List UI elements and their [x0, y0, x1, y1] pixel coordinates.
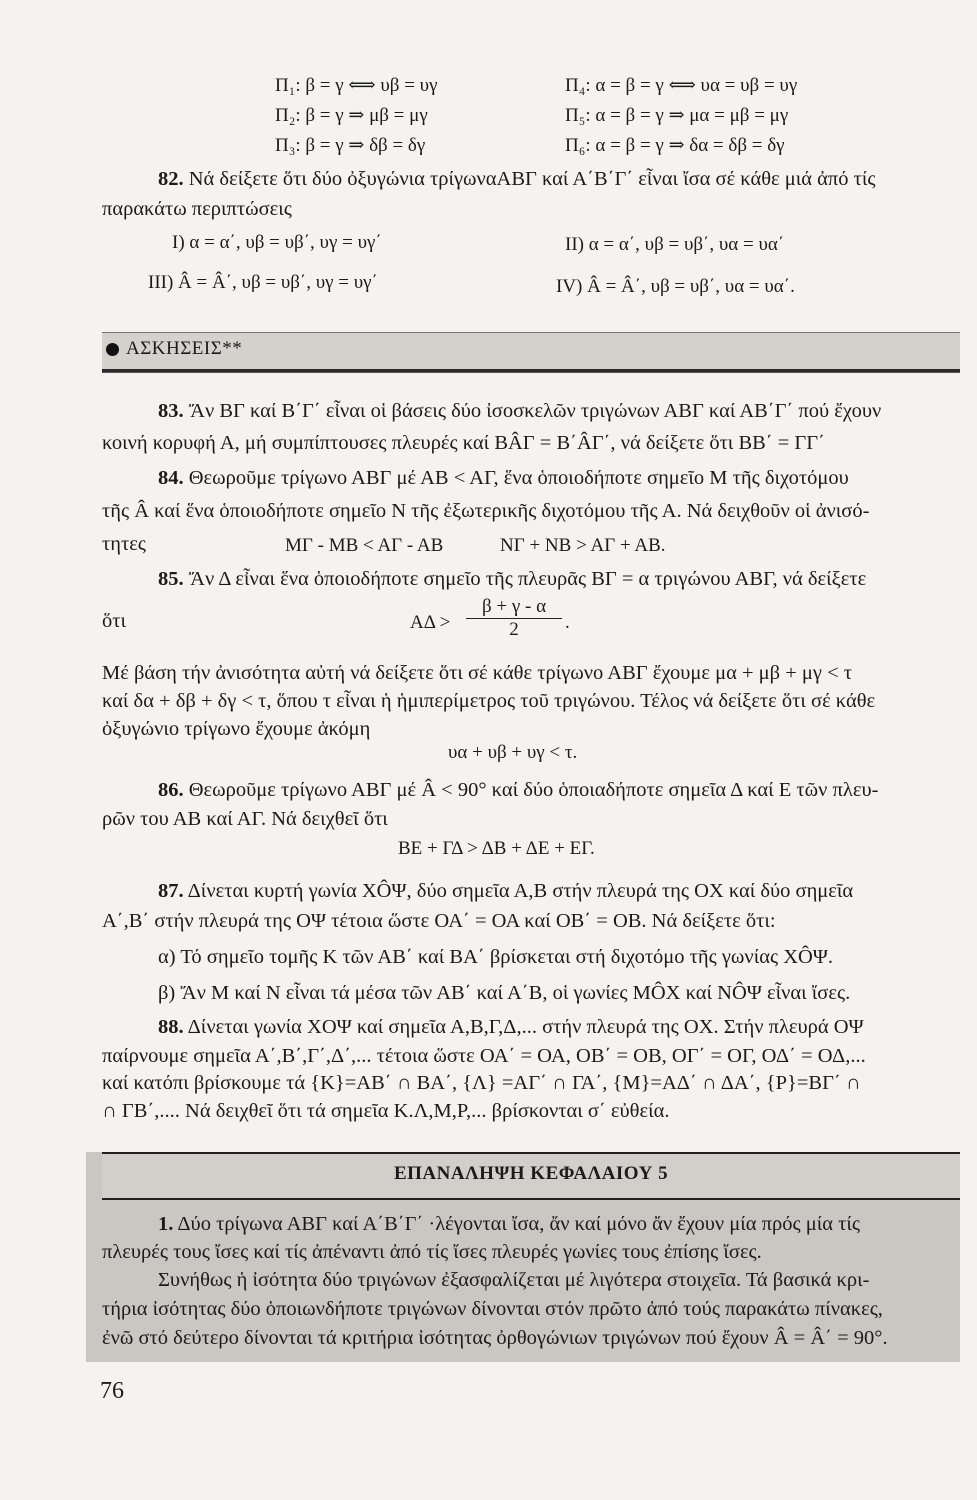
- exercise-86-line2: ρῶν του ΑΒ καί ΑΓ. Νά δειχθεῖ ὅτι: [102, 808, 388, 830]
- fraction-denominator: 2: [509, 619, 519, 640]
- review-title: ΕΠΑΝΑΛΗΨΗ ΚΕΦΑΛΑΙΟΥ 5: [393, 1163, 669, 1184]
- exercise-84-inequality-2: ΝΓ + ΝΒ > ΑΓ + ΑΒ.: [500, 535, 666, 556]
- exercise-85-line1: [158, 568, 866, 591]
- exercise-88-line3: καί κατόπι βρίσκουμε τά {Κ}=ΑΒ΄ ∩ ΒΑ΄, {Λ} =ΑΓ΄ ∩ ΓΑ΄, {Μ}=ΑΔ΄ ∩ ΔΑ΄, {Ρ}=ΒΓ΄ ∩: [102, 1072, 861, 1094]
- exercise-88-number: 88.: [158, 1016, 184, 1038]
- exercise-88-line1: [158, 1016, 864, 1039]
- section-title: ΑΣΚΗΣΕΙΣ**: [126, 338, 243, 359]
- exercise-84-line1: [158, 467, 849, 490]
- exercise-87-line2: Α΄,Β΄ στήν πλευρά της ΟΨ τέτοια ὥστε ΟΑ΄ = ΟΑ καί ΟΒ΄ = ΟΒ. Νά δείξετε ὅτι:: [102, 910, 776, 932]
- review-text: Δύο τρίγωνα ΑΒΓ καί Α΄Β΄Γ΄ ·λέγονται ἴσα, ἄν καί μόνο ἄν ἔχουν μία πρός μία τίς: [177, 1213, 860, 1235]
- exercise-85-oti: ὅτι: [102, 610, 127, 632]
- exercise-84-text: Θεωροῦμε τρίγωνο ΑΒΓ μέ ΑΒ < ΑΓ, ἕνα ὁποιοδήποτε σημεῖο Μ τῆς διχοτόμου: [188, 467, 849, 489]
- proposition-p1: Π₁: β = γ ⟺ υβ = υγ: [275, 75, 438, 96]
- review-line4: τήρια ἰσότητας δύο ὁποιωνδήποτε τριγώνων δίνονται στόν πρῶτο ἀπό τούς παρακάτω πίνακες,: [102, 1298, 883, 1320]
- exercise-88-text: Δίνεται γωνία ΧΟΨ καί σημεῖα Α,Β,Γ,Δ,... στήν πλευρά της ΟΧ. Στήν πλευρά ΟΨ: [187, 1016, 864, 1038]
- exercise-85-line5: ὀξυγώνιο τρίγωνο ἔχουμε ἀκόμη: [102, 718, 371, 740]
- exercise-88-line4: ∩ ΓΒ΄,.... Νά δειχθεῖ ὅτι τά σημεῖα Κ.Λ,Μ,Ρ,... βρίσκονται σ΄ εὐθεία.: [102, 1100, 670, 1122]
- review-header: [102, 1152, 960, 1200]
- exercise-82-case-4: IV) Â = Â΄, υβ = υβ΄, υα = υα΄.: [556, 276, 795, 297]
- exercise-87-part-a: α) Τό σημεῖο τομῆς Κ τῶν ΑΒ΄ καί ΒΑ΄ βρίσκεται στή διχοτόμο τῆς γωνίας ΧÔΨ.: [158, 946, 834, 968]
- exercise-84-line2: τῆς Â καί ἕνα ὁποιοδήποτε σημεῖο Ν τῆς ἐξωτερικῆς διχοτόμου τῆς Α. Νά δειχθοῦν οἱ ἀνισό-: [102, 500, 870, 522]
- exercise-83-number: 83.: [158, 400, 184, 422]
- exercise-86-text: Θεωροῦμε τρίγωνο ΑΒΓ μέ Â < 90° καί δύο ὁποιαδήποτε σημεῖα Δ καί Ε τῶν πλευ-: [188, 779, 879, 801]
- exercise-87-line1: [158, 880, 853, 903]
- exercise-87-text: Δίνεται κυρτή γωνία ΧÔΨ, δύο σημεῖα Α,Β στήν πλευρά της ΟΧ καί δύο σημεῖα: [187, 880, 854, 902]
- review-number: 1.: [158, 1213, 174, 1235]
- exercise-82-number: 82.: [158, 168, 184, 190]
- exercise-85-period: .: [565, 612, 570, 633]
- exercise-85-formula: υα + υβ + υγ < τ.: [448, 742, 578, 763]
- section-divider: [102, 372, 960, 373]
- bullet-icon: [106, 343, 119, 356]
- exercise-84-number: 84.: [158, 467, 184, 489]
- exercise-87-part-b: β) Ἄν Μ καί Ν εἶναι τά μέσα τῶν ΑΒ΄ καί Α΄Β, οἱ γωνίες ΜÔΧ καί ΝÔΨ εἶναι ἴσες.: [158, 982, 851, 1004]
- exercise-82-case-3: III) Â = Â΄, υβ = υβ΄, υγ = υγ΄: [148, 272, 378, 293]
- fraction-numerator: β + γ - α: [466, 596, 562, 619]
- proposition-p4: Π₄: α = β = γ ⟺ υα = υβ = υγ: [565, 75, 798, 96]
- exercise-84-inequality-1: ΜΓ - ΜΒ < ΑΓ - ΑΒ: [285, 535, 444, 556]
- section-header-exercises: [102, 332, 960, 372]
- exercise-88-line2: παίρνουμε σημεῖα Α΄,Β΄,Γ΄,Δ΄,... τέτοια ὥστε ΟΑ΄ = ΟΑ, ΟΒ΄ = ΟΒ, ΟΓ΄ = ΟΓ, ΟΔ΄ = ΟΔ,...: [102, 1045, 866, 1067]
- exercise-82-text: Νά δείξετε ὅτι δύο ὀξυγώνια τρίγωναΑΒΓ καί Α΄Β΄Γ΄ εἶναι ἴσα σέ κάθε μιά ἀπό τίς: [188, 168, 876, 190]
- exercise-84-line3: τητες: [102, 533, 146, 555]
- exercise-86-line1: [158, 779, 878, 802]
- exercise-86-number: 86.: [158, 779, 184, 801]
- exercise-85-line3: Μέ βάση τήν ἀνισότητα αὐτή νά δείξετε ὅτι σέ κάθε τρίγωνο ΑΒΓ ἔχουμε μα + μβ + μγ < τ: [102, 662, 852, 684]
- proposition-p2: Π₂: β = γ ⇒ μβ = μγ: [275, 105, 428, 126]
- exercise-85-fraction: [466, 596, 562, 641]
- exercise-85-line4: καί δα + δβ + δγ < τ, ὅπου τ εἶναι ἡ ἡμιπερίμετρος τοῦ τριγώνου. Τέλος νά δείξετε ὅτι σέ κάθε: [102, 690, 876, 712]
- exercise-86-formula: ΒΕ + ΓΔ > ΔΒ + ΔΕ + ΕΓ.: [398, 838, 595, 859]
- exercise-82-line1: [158, 168, 875, 191]
- review-line1: [158, 1213, 860, 1236]
- exercise-85-lhs: ΑΔ >: [410, 612, 451, 633]
- proposition-p5: Π₅: α = β = γ ⇒ μα = μβ = μγ: [565, 105, 789, 126]
- exercise-87-number: 87.: [158, 880, 184, 902]
- page-number: 76: [100, 1378, 124, 1404]
- exercise-82-line2: παρακάτω περιπτώσεις: [102, 198, 292, 220]
- review-line5: ἐνῶ στό δεύτερο δίνονται τά κριτήρια ἰσότητας ὀρθογώνιων τριγώνων πού ἔχουν Â = Â΄ = 90°.: [102, 1327, 888, 1349]
- exercise-85-text: Ἄν Δ εἶναι ἕνα ὁποιοδήποτε σημεῖο τῆς πλευρᾶς ΒΓ = α τριγώνου ΑΒΓ, νά δείξετε: [188, 568, 867, 590]
- exercise-83-line2: κοινή κορυφή Α, μή συμπίπτουσες πλευρές καί ΒÂΓ = Β΄ÂΓ΄, νά δείξετε ὅτι ΒΒ΄ = ΓΓ΄: [102, 432, 825, 454]
- exercise-83-line1: [158, 400, 881, 423]
- proposition-p3: Π₃: β = γ ⇒ δβ = δγ: [275, 135, 426, 156]
- proposition-p6: Π₆: α = β = γ ⇒ δα = δβ = δγ: [565, 135, 785, 156]
- exercise-82-case-1: I) α = α΄, υβ = υβ΄, υγ = υγ΄: [172, 232, 382, 253]
- review-line2: πλευρές τους ἴσες καί τίς ἀπέναντι ἀπό τίς ἴσες πλευρές γωνίες τους ἐπίσης ἴσες.: [102, 1241, 762, 1263]
- exercise-85-number: 85.: [158, 568, 184, 590]
- exercise-83-text: Ἄν ΒΓ καί Β΄Γ΄ εἶναι οἱ βάσεις δύο ἰσοσκελῶν τριγώνων ΑΒΓ καί ΑΒ΄Γ΄ πού ἔχουν: [188, 400, 882, 422]
- exercise-82-case-2: II) α = α΄, υβ = υβ΄, υα = υα΄: [565, 234, 785, 255]
- review-line3: Συνήθως ἡ ἰσότητα δύο τριγώνων ἐξασφαλίζεται μέ λιγότερα στοιχεῖα. Τά βασικά κρι-: [158, 1269, 870, 1291]
